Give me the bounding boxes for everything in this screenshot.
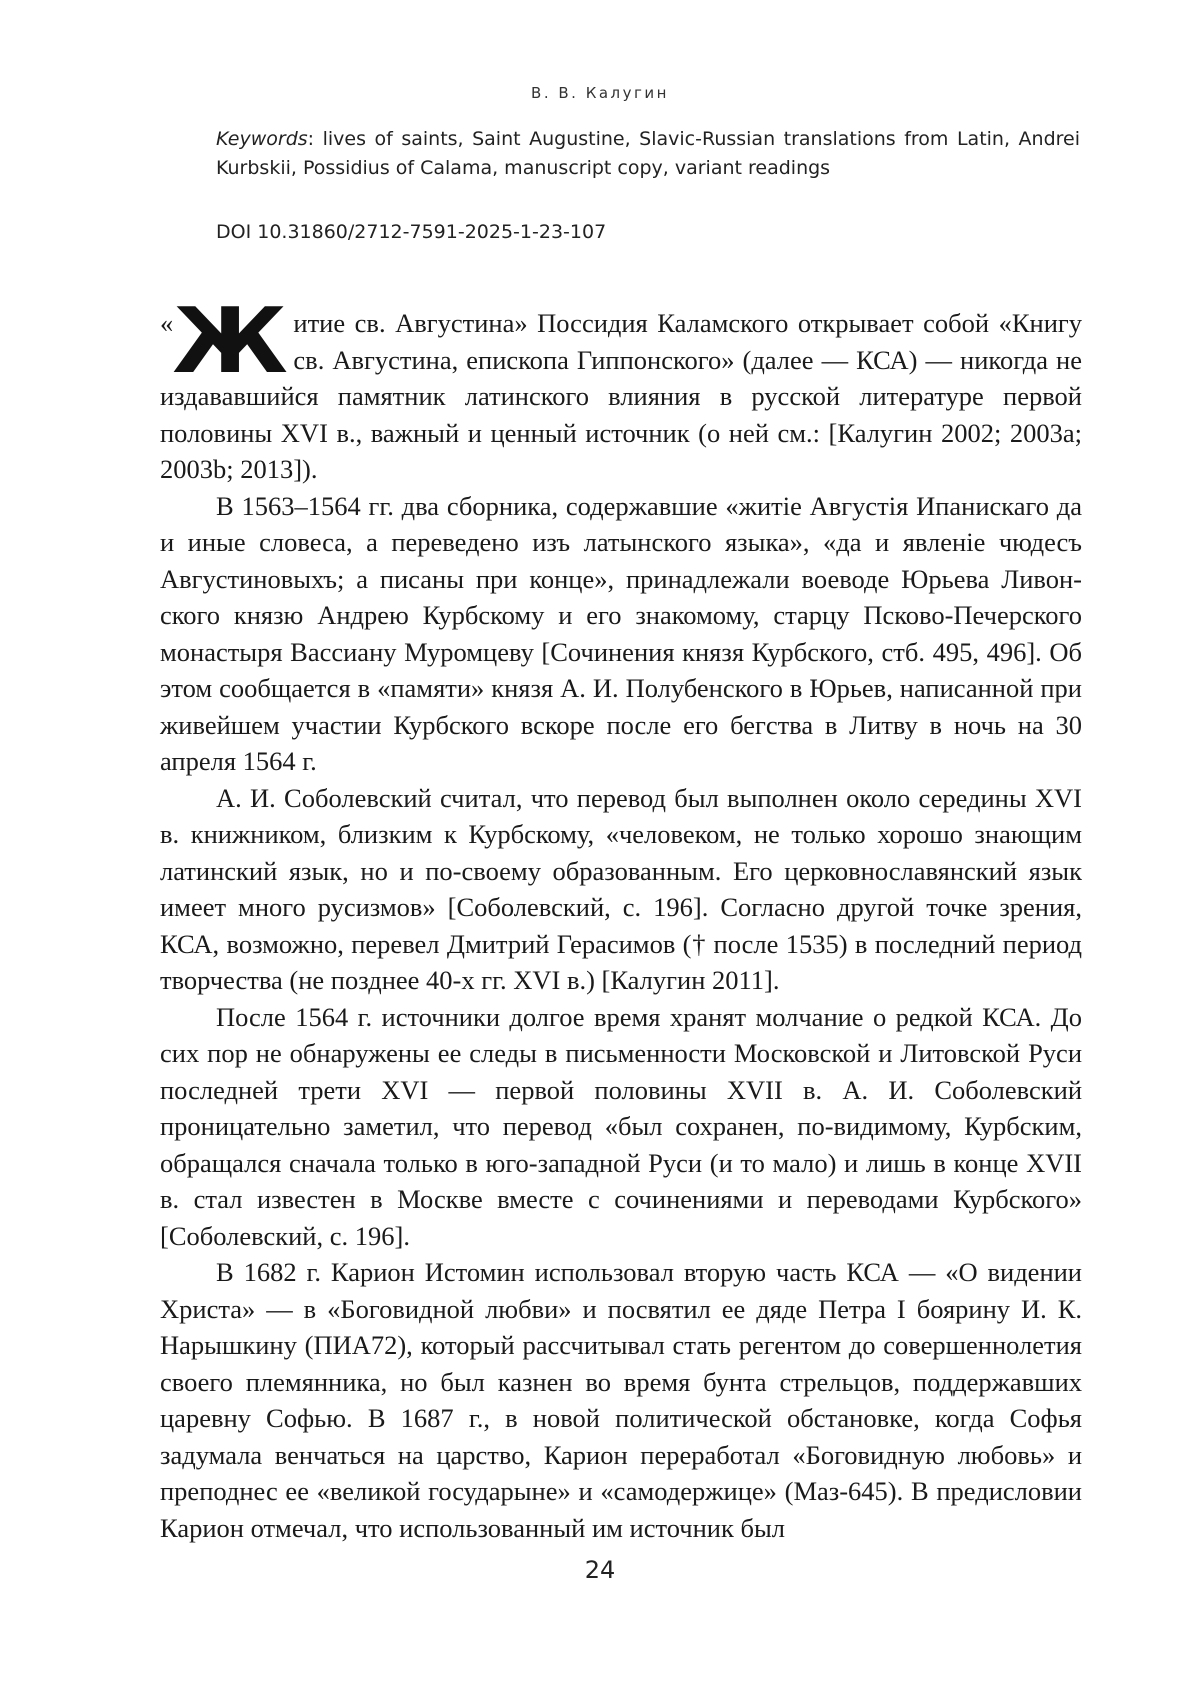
keywords-label: Keywords [216, 128, 308, 150]
paragraph-3: А. И. Соболевский считал, что перевод был выполнен около середины XVI в. книжником, близким к Курбскому, «человеком, не только хорошо знающим латинский язык, но и по-своему образованным. Его церковнославянский язык имеет много русизмов» [Соболевский, с. 196]. Согласно другой точке зрения, КСА, возможно, перевел Дмитрий Герасимов († после 1535) в последний период творчества (не позднее 40-х гг. XVI в.) [Калугин 2011]. [160, 782, 1082, 995]
paragraph-4: После 1564 г. источники долгое время хранят молчание о редкой КСА. До сих пор не обнаружены ее следы в письменности Московской и Литовской Руси последней трети XVI — первой половины XVII в. А. И. Соболевский проницательно заметил, что перевод «был сохранен, по-видимому, Курбским, обращался сначала только в юго-западной Руси (и то мало) и лишь в конце XVII в. стал известен в Москве вместе с сочинениями и переводами Курбского» [Соболевский, с. 196]. [160, 1001, 1082, 1251]
page-number: 24 [584, 1556, 616, 1584]
drop-cap: Ж [172, 289, 289, 394]
running-head: В. В. Калугин [531, 84, 669, 102]
keywords-text: : lives of saints, Saint Augustine, Slavic-Russian translations from Latin, Andrei Kurbskii, Possidius of Calama, manuscript copy, variant readings [216, 128, 1080, 179]
paragraph-5: В 1682 г. Карион Истомин использовал вторую часть КСА — «О видении Христа» — в «Боговидной любви» и посвятил ее дяде Петра I боярину И. К. Нарышкину (ПИА72), который рассчитывал стать регентом до совершеннолетия своего племянника, но был казнен во время бунта стрельцов, поддержавших царевну Софью. В 1687 г., в новой политической обстановке, когда Софья задумала венчаться на царство, Карион переработал «Боговидную любовь» и преподнес ее «великой государыне» и «самодержице» (Маз-645). В предисловии Карион отмечал, что использованный им источник был [160, 1257, 1082, 1543]
paragraph-1-text: итие св. Августина» Поссидия Каламского открывает собой «Книгу св. Августина, епископа Гиппонского» (далее — КСА) — никогда не издававшийся памятник латинского влияния в русской литературе первой половины XVI в., важный и ценный источник (о ней см.: [Калугин 2002; 2003a; 2003b; 2013]). [160, 308, 1082, 484]
article-body [160, 289, 1082, 1546]
opening-quote: « [160, 308, 174, 338]
paragraph-1 [160, 289, 1082, 488]
paragraph-2: В 1563–1564 гг. два сборника, содержавшие «житіе Августія Ипанискаго да и иные словеса, а переведено изъ латынского языка», «да и явленіе чюдесъ Августиновыхъ; а писаны при конце», принадлежали воеводе Юрьева Ливонского князю Андрею Курбскому и его знакомому, старцу Псково-Печерского монастыря Вассиану Муромцеву [Сочинения князя Курбского, стб. 495, 496]. Об этом сообщается в «памяти» князя А. И. Полубенского в Юрьев, написанной при живейшем участии Курбского вскоре после его бегства в Литву в ночь на 30 апреля 1564 г. [160, 490, 1082, 776]
keywords [216, 125, 1080, 183]
doi: DOI 10.31860/2712-7591-2025-1-23-107 [216, 221, 607, 243]
